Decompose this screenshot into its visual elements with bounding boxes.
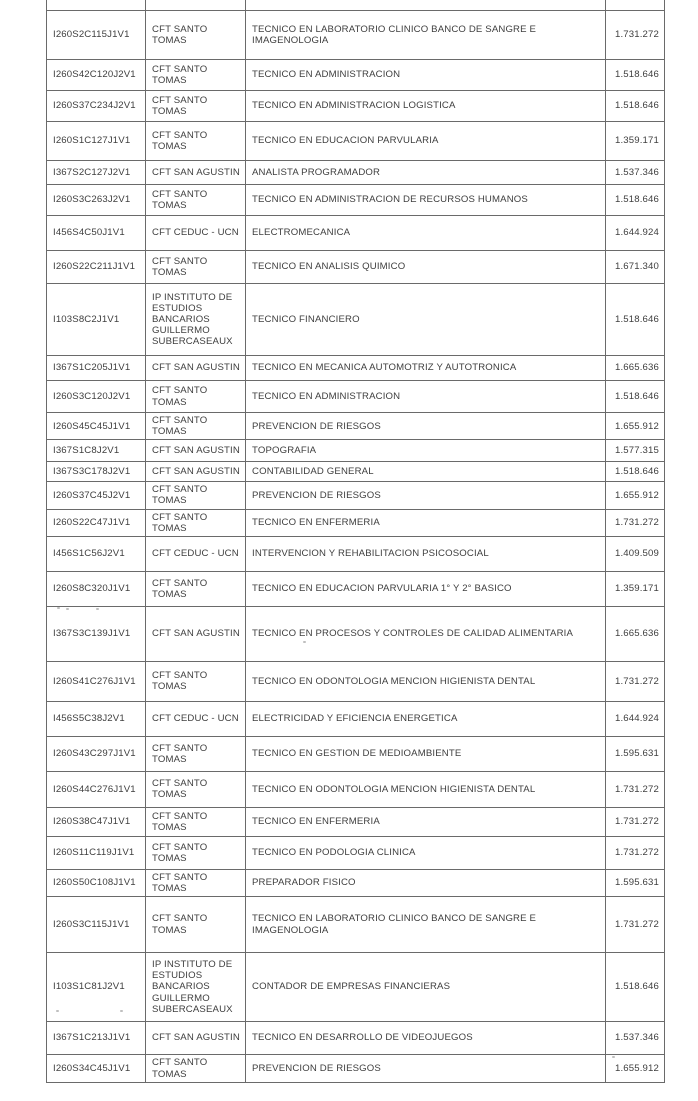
institution-cell: CFT SANTO TOMAS (146, 736, 246, 771)
value-cell: 1.655.912 (606, 1055, 665, 1083)
table-row (47, 571, 665, 606)
table-row (47, 482, 665, 509)
value-cell: 1.731.272 (606, 897, 665, 953)
institution-cell: CFT SANTO TOMAS (146, 897, 246, 953)
program-cell: PREVENCION DE RIESGOS (246, 1055, 606, 1083)
value-cell: 1.731.272 (606, 661, 665, 701)
scan-noise-dot (56, 1010, 59, 1012)
value-cell: 1.655.912 (606, 413, 665, 440)
institution-cell: CFT SANTO TOMAS (146, 251, 246, 284)
code-cell: I456S1C56J2V1 (47, 536, 146, 571)
code-cell: I260S3C263J2V1 (47, 185, 146, 216)
table-row (47, 185, 665, 216)
code-cell: I260S11C119J1V1 (47, 836, 146, 869)
institution-cell: CFT SANTO TOMAS (146, 836, 246, 869)
code-cell: I367S3C178J2V1 (47, 462, 146, 482)
value-cell: 1.518.646 (606, 185, 665, 216)
institution-cell: CFT CEDUC - UCN (146, 216, 246, 251)
value-cell: 1.731.272 (606, 11, 665, 60)
institution-cell: CFT SANTO TOMAS (146, 509, 246, 536)
table-row (47, 771, 665, 807)
table-border-stub (245, 0, 246, 10)
value-cell: 1.518.646 (606, 381, 665, 413)
program-cell: CONTABILIDAD GENERAL (246, 462, 606, 482)
table-border-stub (145, 0, 146, 10)
institution-cell: CFT SANTO TOMAS (146, 1055, 246, 1083)
institution-cell: CFT SANTO TOMAS (146, 869, 246, 896)
value-cell: 1.731.272 (606, 836, 665, 869)
program-cell: PREVENCION DE RIESGOS (246, 413, 606, 440)
program-cell: TECNICO EN ADMINISTRACION LOGISTICA (246, 91, 606, 122)
table-row (47, 869, 665, 896)
institution-cell: CFT SANTO TOMAS (146, 807, 246, 836)
code-cell: I260S22C47J1V1 (47, 509, 146, 536)
institution-cell: CFT SANTO TOMAS (146, 482, 246, 509)
institution-cell: CFT SAN AGUSTIN (146, 462, 246, 482)
program-cell: TECNICO EN ENFERMERIA (246, 807, 606, 836)
institution-cell: CFT SANTO TOMAS (146, 381, 246, 413)
institution-cell: CFT SAN AGUSTIN (146, 440, 246, 462)
program-cell: TECNICO EN DESARROLLO DE VIDEOJUEGOS (246, 1022, 606, 1055)
table-row (47, 381, 665, 413)
program-cell: TECNICO EN ADMINISTRACION DE RECURSOS HUMANOS (246, 185, 606, 216)
code-cell: I260S50C108J1V1 (47, 869, 146, 896)
program-cell: TECNICO EN ADMINISTRACION (246, 381, 606, 413)
program-cell: TECNICO EN ENFERMERIA (246, 509, 606, 536)
table-row (47, 462, 665, 482)
institution-cell: CFT SANTO TOMAS (146, 771, 246, 807)
value-cell: 1.655.912 (606, 482, 665, 509)
table-row (47, 356, 665, 381)
table-row (47, 284, 665, 356)
code-cell: I456S4C50J1V1 (47, 216, 146, 251)
program-cell: TECNICO FINANCIERO (246, 284, 606, 356)
institution-cell: CFT SANTO TOMAS (146, 60, 246, 91)
table-row (47, 251, 665, 284)
table-row (47, 807, 665, 836)
code-cell: I260S38C47J1V1 (47, 807, 146, 836)
scan-noise-dot (66, 608, 69, 610)
code-cell: I260S42C120J2V1 (47, 60, 146, 91)
code-cell: I260S1C127J1V1 (47, 122, 146, 161)
code-cell: I367S3C139J1V1 (47, 606, 146, 661)
program-cell: TECNICO EN MECANICA AUTOMOTRIZ Y AUTOTRONICA (246, 356, 606, 381)
value-cell: 1.731.272 (606, 771, 665, 807)
value-cell: 1.665.636 (606, 606, 665, 661)
institution-cell: CFT SANTO TOMAS (146, 122, 246, 161)
program-cell: TECNICO EN ODONTOLOGIA MENCION HIGIENISTA DENTAL (246, 661, 606, 701)
value-cell: 1.644.924 (606, 216, 665, 251)
table-row (47, 701, 665, 736)
institution-cell: IP INSTITUTO DE ESTUDIOS BANCARIOS GUILLERMO SUBERCASEAUX (146, 953, 246, 1022)
code-cell: I367S2C127J2V1 (47, 161, 146, 185)
code-cell: I260S41C276J1V1 (47, 661, 146, 701)
value-cell: 1.731.272 (606, 509, 665, 536)
institution-cell: CFT SANTO TOMAS (146, 185, 246, 216)
code-cell: I260S43C297J1V1 (47, 736, 146, 771)
value-cell: 1.644.924 (606, 701, 665, 736)
table-row (47, 1055, 665, 1083)
value-cell: 1.595.631 (606, 736, 665, 771)
programs-table-container (46, 10, 665, 1083)
institution-cell: CFT SANTO TOMAS (146, 11, 246, 60)
table-row (47, 953, 665, 1022)
program-cell: CONTADOR DE EMPRESAS FINANCIERAS (246, 953, 606, 1022)
code-cell: I260S34C45J1V1 (47, 1055, 146, 1083)
table-row (47, 161, 665, 185)
table-row (47, 661, 665, 701)
program-cell: TECNICO EN ADMINISTRACION (246, 60, 606, 91)
code-cell: I456S5C38J2V1 (47, 701, 146, 736)
value-cell: 1.537.346 (606, 1022, 665, 1055)
code-cell: I260S2C115J1V1 (47, 11, 146, 60)
institution-cell: CFT SAN AGUSTIN (146, 1022, 246, 1055)
value-cell: 1.518.646 (606, 462, 665, 482)
code-cell: I103S1C81J2V1 (47, 953, 146, 1022)
table-border-stub (605, 0, 606, 10)
program-cell: TECNICO EN GESTION DE MEDIOAMBIENTE (246, 736, 606, 771)
table-row (47, 60, 665, 91)
institution-cell: CFT SANTO TOMAS (146, 661, 246, 701)
scan-noise-dot (57, 607, 60, 609)
program-cell: INTERVENCION Y REHABILITACION PSICOSOCIAL (246, 536, 606, 571)
value-cell: 1.518.646 (606, 953, 665, 1022)
table-border-stub (664, 0, 665, 10)
value-cell: 1.577.315 (606, 440, 665, 462)
value-cell: 1.518.646 (606, 91, 665, 122)
program-cell: TECNICO EN LABORATORIO CLINICO BANCO DE SANGRE E IMAGENOLOGIA (246, 11, 606, 60)
table-row (47, 11, 665, 60)
institution-cell: CFT SAN AGUSTIN (146, 161, 246, 185)
table-row (47, 897, 665, 953)
table-row (47, 413, 665, 440)
code-cell: I260S44C276J1V1 (47, 771, 146, 807)
code-cell: I260S3C115J1V1 (47, 897, 146, 953)
program-cell: TECNICO EN ODONTOLOGIA MENCION HIGIENISTA DENTAL (246, 771, 606, 807)
value-cell: 1.731.272 (606, 807, 665, 836)
programs-table (46, 10, 665, 1083)
table-border-stub (46, 0, 47, 10)
table-row (47, 216, 665, 251)
code-cell: I260S37C45J2V1 (47, 482, 146, 509)
table-row (47, 122, 665, 161)
code-cell: I260S45C45J1V1 (47, 413, 146, 440)
program-cell: PREPARADOR FISICO (246, 869, 606, 896)
scan-noise-dot (96, 608, 99, 610)
table-row (47, 836, 665, 869)
code-cell: I260S3C120J2V1 (47, 381, 146, 413)
value-cell: 1.537.346 (606, 161, 665, 185)
institution-cell: CFT SANTO TOMAS (146, 571, 246, 606)
program-cell: TECNICO EN LABORATORIO CLINICO BANCO DE SANGRE E IMAGENOLOGIA (246, 897, 606, 953)
table-row (47, 509, 665, 536)
program-cell: ANALISTA PROGRAMADOR (246, 161, 606, 185)
code-cell: I367S1C205J1V1 (47, 356, 146, 381)
code-cell: I103S8C2J1V1 (47, 284, 146, 356)
table-row (47, 536, 665, 571)
institution-cell: CFT CEDUC - UCN (146, 536, 246, 571)
code-cell: I367S1C213J1V1 (47, 1022, 146, 1055)
institution-cell: CFT SAN AGUSTIN (146, 606, 246, 661)
code-cell: I260S22C211J1V1 (47, 251, 146, 284)
table-row (47, 606, 665, 661)
table-row (47, 736, 665, 771)
institution-cell: CFT SAN AGUSTIN (146, 356, 246, 381)
program-cell: TOPOGRAFIA (246, 440, 606, 462)
value-cell: 1.595.631 (606, 869, 665, 896)
code-cell: I367S1C8J2V1 (47, 440, 146, 462)
value-cell: 1.518.646 (606, 284, 665, 356)
program-cell: TECNICO EN PROCESOS Y CONTROLES DE CALIDAD ALIMENTARIA (246, 606, 606, 661)
program-cell: TECNICO EN ANALISIS QUIMICO (246, 251, 606, 284)
value-cell: 1.518.646 (606, 60, 665, 91)
institution-cell: IP INSTITUTO DE ESTUDIOS BANCARIOS GUILLERMO SUBERCASEAUX (146, 284, 246, 356)
program-cell: TECNICO EN PODOLOGIA CLINICA (246, 836, 606, 869)
scan-noise-dot (303, 641, 306, 643)
scan-noise-dot (120, 1010, 123, 1012)
institution-cell: CFT SANTO TOMAS (146, 413, 246, 440)
code-cell: I260S8C320J1V1 (47, 571, 146, 606)
program-cell: ELECTRICIDAD Y EFICIENCIA ENERGETICA (246, 701, 606, 736)
value-cell: 1.671.340 (606, 251, 665, 284)
program-cell: TECNICO EN EDUCACION PARVULARIA (246, 122, 606, 161)
table-row (47, 91, 665, 122)
value-cell: 1.409.509 (606, 536, 665, 571)
value-cell: 1.665.636 (606, 356, 665, 381)
program-cell: PREVENCION DE RIESGOS (246, 482, 606, 509)
program-cell: TECNICO EN EDUCACION PARVULARIA 1° Y 2° BASICO (246, 571, 606, 606)
code-cell: I260S37C234J2V1 (47, 91, 146, 122)
value-cell: 1.359.171 (606, 571, 665, 606)
scan-noise-dot (612, 1056, 615, 1058)
programs-table-body (47, 11, 665, 1083)
table-row (47, 1022, 665, 1055)
program-cell: ELECTROMECANICA (246, 216, 606, 251)
institution-cell: CFT CEDUC - UCN (146, 701, 246, 736)
value-cell: 1.359.171 (606, 122, 665, 161)
institution-cell: CFT SANTO TOMAS (146, 91, 246, 122)
table-row (47, 440, 665, 462)
